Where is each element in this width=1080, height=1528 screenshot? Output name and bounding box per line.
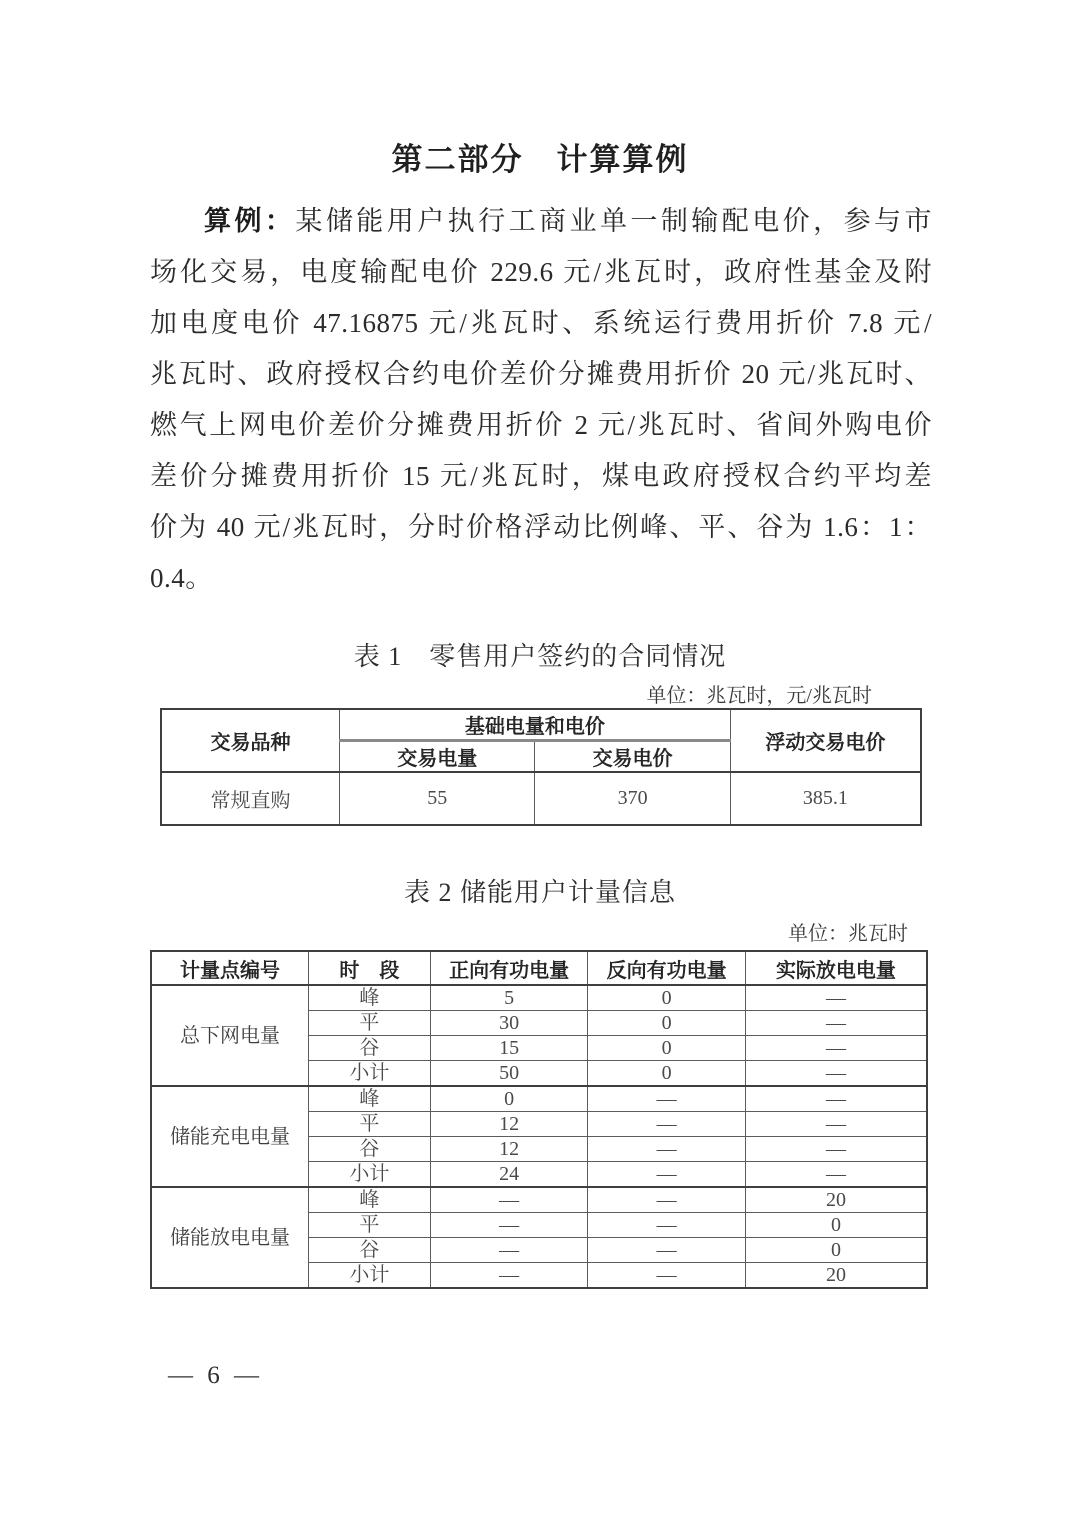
table2-cell: 30 xyxy=(430,1011,588,1036)
table2-cell: 12 xyxy=(430,1137,588,1162)
table2-cell: — xyxy=(430,1187,588,1213)
table2-cell: 小计 xyxy=(309,1061,431,1087)
table2-cell: — xyxy=(745,1036,927,1061)
table2-header-reverse-energy: 反向有功电量 xyxy=(588,951,746,985)
table1-cell-product: 常规直购 xyxy=(161,772,340,825)
table2-cell: 50 xyxy=(430,1061,588,1087)
page-number: — 6 — xyxy=(168,1362,263,1389)
table2-cell: — xyxy=(588,1112,746,1137)
table2-cell: 小计 xyxy=(309,1162,431,1188)
table2-cell: — xyxy=(745,1011,927,1036)
paragraph-text: 某储能用户执行工商业单一制输配电价，参与市 xyxy=(295,206,932,236)
table2-header-row xyxy=(151,951,927,985)
table2-cell: — xyxy=(588,1238,746,1263)
table2-cell: 0 xyxy=(588,985,746,1011)
table2-cell: — xyxy=(745,985,927,1011)
paragraph-line: 0.4。 xyxy=(150,563,213,593)
table2-cell: — xyxy=(745,1137,927,1162)
table2-unit-note: 单位：兆瓦时 xyxy=(788,923,908,945)
table1-cell-price: 370 xyxy=(535,772,730,825)
table2-cell: — xyxy=(745,1086,927,1112)
table2-cell: 谷 xyxy=(309,1036,431,1061)
table-contract-info xyxy=(160,708,922,826)
table2-cell: 0 xyxy=(745,1238,927,1263)
table-row xyxy=(151,985,927,1011)
table2-cell: — xyxy=(745,1061,927,1087)
table2-group-label: 储能充电电量 xyxy=(151,1086,309,1187)
table2-cell: 0 xyxy=(430,1086,588,1112)
table1-header-float-price: 浮动交易电价 xyxy=(730,709,921,772)
table2-group-label: 总下网电量 xyxy=(151,985,309,1086)
table-metering-info xyxy=(150,950,928,1289)
table2-header-meter-point: 计量点编号 xyxy=(151,951,309,985)
table2-cell: — xyxy=(430,1213,588,1238)
table2-cell: 0 xyxy=(588,1011,746,1036)
table2-cell: 平 xyxy=(309,1011,431,1036)
table2-cell: 峰 xyxy=(309,1187,431,1213)
table2-cell: — xyxy=(588,1263,746,1289)
table2-cell: 0 xyxy=(745,1213,927,1238)
table2-cell: 平 xyxy=(309,1213,431,1238)
table1-unit-note: 单位：兆瓦时，元/兆瓦时 xyxy=(646,685,872,707)
table2-header-actual-discharge: 实际放电电量 xyxy=(745,951,927,985)
table2-cell: 峰 xyxy=(309,1086,431,1112)
table2-cell: 谷 xyxy=(309,1137,431,1162)
page-title: 第二部分 计算算例 xyxy=(391,142,689,177)
table2-cell: 小计 xyxy=(309,1263,431,1289)
paragraph-line: 价为 40 元/兆瓦时，分时价格浮动比例峰、平、谷为 1.6：1： xyxy=(150,512,932,542)
table1-cell-volume: 55 xyxy=(340,772,535,825)
table2-group-label: 储能放电电量 xyxy=(151,1187,309,1288)
table2-cell: 24 xyxy=(430,1162,588,1188)
table1-header-product: 交易品种 xyxy=(161,709,340,772)
table2-cell: — xyxy=(588,1137,746,1162)
table2-cell: — xyxy=(430,1238,588,1263)
paragraph-lead: 算例： xyxy=(204,206,296,236)
table2-header-period: 时 段 xyxy=(309,951,431,985)
paragraph-line: 兆瓦时、政府授权合约电价差价分摊费用折价 20 元/兆瓦时、 xyxy=(150,359,932,389)
table2-cell: 12 xyxy=(430,1112,588,1137)
table2-caption: 表 2 储能用户计量信息 xyxy=(403,878,676,907)
paragraph-line xyxy=(150,196,932,247)
table2-cell: — xyxy=(745,1112,927,1137)
paragraph-line: 燃气上网电价差价分摊费用折价 2 元/兆瓦时、省间外购电价 xyxy=(150,410,932,440)
table2-cell: 0 xyxy=(588,1036,746,1061)
paragraph-line: 加电度电价 47.16875 元/兆瓦时、系统运行费用折价 7.8 元/ xyxy=(150,308,932,338)
table2-cell: — xyxy=(588,1162,746,1188)
table-row xyxy=(151,1086,927,1112)
paragraph-line: 差价分摊费用折价 15 元/兆瓦时，煤电政府授权合约平均差 xyxy=(150,461,932,491)
table1-caption: 表 1 零售用户签约的合同情况 xyxy=(353,642,727,671)
paragraph-line: 场化交易，电度输配电价 229.6 元/兆瓦时，政府性基金及附 xyxy=(150,257,932,287)
table-row xyxy=(161,772,921,825)
table2-cell: 20 xyxy=(745,1263,927,1289)
table2-cell: — xyxy=(430,1263,588,1289)
table2-cell: 0 xyxy=(588,1061,746,1087)
table2-header-forward-energy: 正向有功电量 xyxy=(430,951,588,985)
table2-cell: 峰 xyxy=(309,985,431,1011)
example-paragraph xyxy=(150,196,932,604)
table-row xyxy=(151,1187,927,1213)
table1-header-volume: 交易电量 xyxy=(340,741,535,773)
table2-cell: — xyxy=(588,1187,746,1213)
table2-cell: 平 xyxy=(309,1112,431,1137)
table2-cell: 谷 xyxy=(309,1238,431,1263)
table1-cell-float-price: 385.1 xyxy=(730,772,921,825)
table2-cell: 15 xyxy=(430,1036,588,1061)
table2-cell: — xyxy=(588,1086,746,1112)
table2-cell: — xyxy=(745,1162,927,1188)
table2-cell: — xyxy=(588,1213,746,1238)
table2-cell: 5 xyxy=(430,985,588,1011)
table1-header-base-group: 基础电量和电价 xyxy=(340,709,731,741)
table1-header-price: 交易电价 xyxy=(535,741,730,773)
table2-cell: 20 xyxy=(745,1187,927,1213)
